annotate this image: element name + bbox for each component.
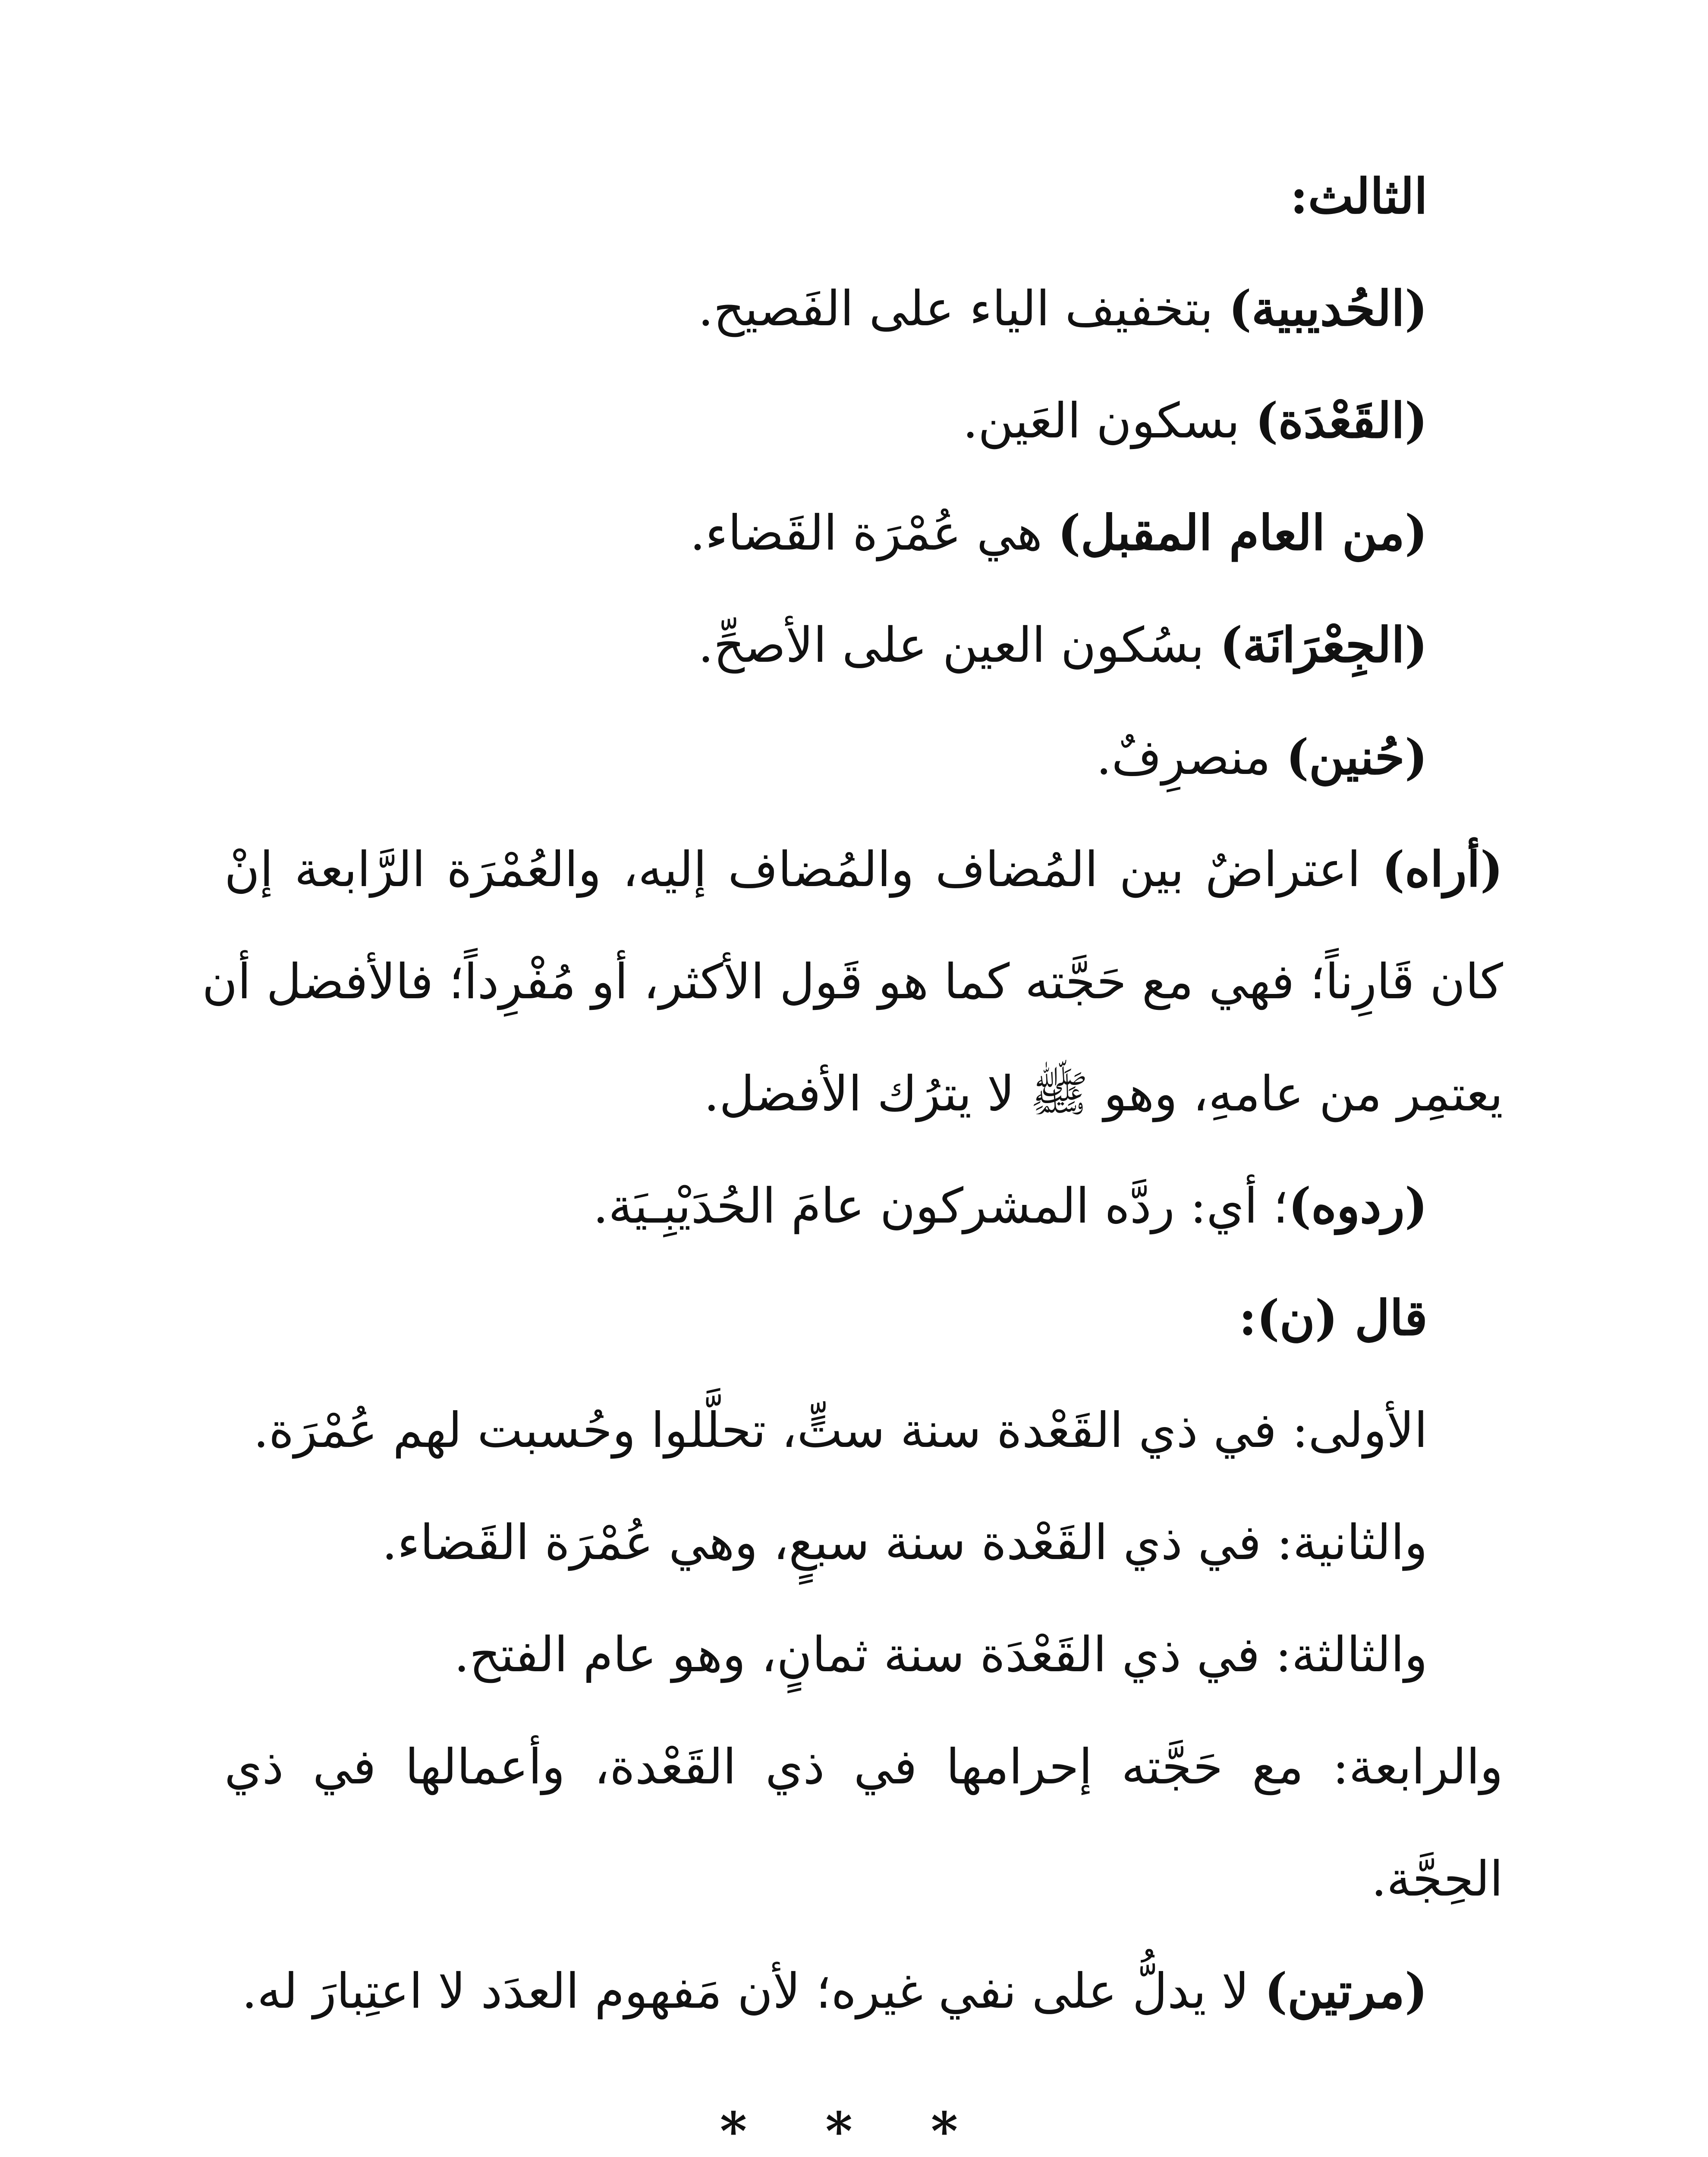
- bold-term: (أراه): [1382, 841, 1503, 898]
- bold-term: (الجِعْرَانَة): [1220, 617, 1428, 673]
- line-text: والثانية: في ذي القَعْدة سنة سبعٍ، وهي عُمْرَة القَضاء.: [382, 1515, 1428, 1571]
- line-text: الأولى: في ذي القَعْدة سنة ستٍّ، تحلَّلوا وحُسبت لهم عُمْرَة.: [253, 1402, 1428, 1459]
- text-line: [242, 1963, 1428, 2019]
- bold-term: قال (ن):: [1239, 1290, 1428, 1346]
- line-text: يعتمِر من عامهِ، وهو ﷺ لا يترُك الأفضل.: [704, 1066, 1503, 1122]
- line-text: اعتراضٌ بين المُضاف والمُضاف إليه، والعُمْرَة الرَّابعة إنْ: [224, 842, 1382, 898]
- bold-term: (ردوه): [1288, 1178, 1428, 1234]
- section-ornament: * * *: [720, 2101, 988, 2157]
- text-line: [382, 1515, 1428, 1571]
- line-text: لا يدلُّ على نفي غيره؛ لأن مَفهوم العدَد لا اعتِبارَ له.: [242, 1963, 1264, 2019]
- text-line: [698, 617, 1428, 673]
- line-text: الحِجَّة.: [1371, 1851, 1503, 1907]
- line-text: منصرِفٌ.: [1096, 729, 1286, 786]
- text-line: [963, 393, 1428, 449]
- bold-term: (القَعْدَة): [1255, 393, 1428, 449]
- heading-qal: [1239, 1290, 1428, 1346]
- bold-term: (حُنين): [1286, 729, 1428, 786]
- text-line: [253, 1402, 1428, 1459]
- paragraph-line: [224, 841, 1503, 898]
- paragraph-line: [224, 1739, 1503, 1795]
- text-line: [1096, 729, 1428, 786]
- text-line: [698, 280, 1428, 337]
- bold-term: الثالث:: [1290, 168, 1428, 225]
- line-text: والثالثة: في ذي القَعْدَة سنة ثمانٍ، وهو عام الفتح.: [454, 1627, 1428, 1683]
- line-text: بسكون العَين.: [963, 393, 1255, 449]
- line-text: كان قَارِناً؛ فهي مع حَجَّته كما هو قَول الأكثر، أو مُفْرِداً؛ فالأفضل أن: [202, 954, 1503, 1010]
- line-text: بسُكون العين على الأصحِّ.: [698, 617, 1220, 673]
- line-text: هي عُمْرَة القَضاء.: [690, 505, 1058, 561]
- paragraph-line: [1371, 1851, 1503, 1907]
- text-line: [690, 505, 1428, 561]
- text-line: [454, 1627, 1428, 1683]
- bold-term: (من العام المقبل): [1057, 505, 1428, 561]
- line-text: بتخفيف الياء على الفَصيح.: [698, 281, 1229, 337]
- line-text: ؛ أي: ردَّه المشركون عامَ الحُدَيْبِـيَة.: [593, 1178, 1289, 1234]
- heading-third: [1290, 168, 1428, 225]
- line-text: والرابعة: مع حَجَّته إحرامها في ذي القَعْدة، وأعمالها في ذي: [224, 1739, 1503, 1795]
- bold-term: (مرتين): [1264, 1963, 1428, 2019]
- paragraph-line: [704, 1066, 1503, 1122]
- text-line: [593, 1178, 1428, 1234]
- paragraph-line: [202, 954, 1503, 1010]
- bold-term: (الحُديبية): [1228, 280, 1428, 337]
